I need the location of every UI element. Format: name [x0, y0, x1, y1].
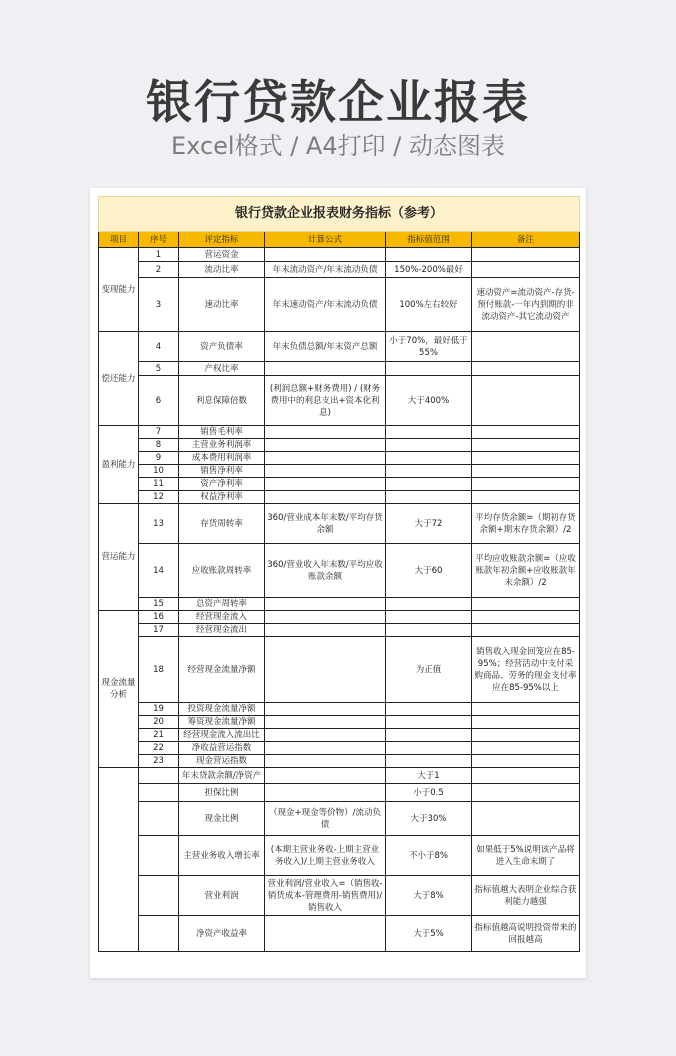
note-cell [472, 362, 580, 376]
range-cell: 小于70%，最好低于55% [386, 332, 472, 362]
table-row [99, 376, 580, 426]
note-cell [472, 729, 580, 742]
formula-cell [265, 716, 386, 729]
note-cell: 如果低于5%说明该产品将进入生命末期了 [472, 836, 580, 876]
indicator-name-cell: 筹资现金流量净额 [179, 716, 265, 729]
indicator-name-cell: 现金比例 [179, 802, 265, 836]
indicator-name-cell: 资产负债率 [179, 332, 265, 362]
formula-cell: 年末负债总额/年末资产总额 [265, 332, 386, 362]
range-cell [386, 716, 472, 729]
row-no-cell: 7 [139, 426, 179, 439]
table-row [99, 637, 580, 703]
col-header-category: 项目 [99, 232, 139, 248]
indicator-name-cell: 经营现金流出 [179, 624, 265, 637]
indicator-name-cell: 经营现金流量净额 [179, 637, 265, 703]
table-row [99, 598, 580, 611]
col-header-no: 序号 [139, 232, 179, 248]
formula-cell: 年末流动资产/年末流动负债 [265, 262, 386, 278]
range-cell [386, 598, 472, 611]
formula-cell [265, 598, 386, 611]
note-cell [472, 332, 580, 362]
range-cell: 大于30% [386, 802, 472, 836]
row-no-cell: 18 [139, 637, 179, 703]
range-cell: 150%-200%最好 [386, 262, 472, 278]
formula-cell: 年末速动资产/年末流动负债 [265, 278, 386, 332]
row-no-cell: 11 [139, 478, 179, 491]
row-no-cell: 14 [139, 544, 179, 598]
table-row [99, 784, 580, 802]
formula-cell [265, 916, 386, 952]
hero-title: 银行贷款企业报表 [146, 75, 530, 129]
category-cell: 偿还能力 [99, 332, 139, 426]
row-no-cell: 21 [139, 729, 179, 742]
table-row [99, 439, 580, 452]
indicator-name-cell: 营业利润 [179, 876, 265, 916]
indicator-name-cell: 应收账款周转率 [179, 544, 265, 598]
indicator-name-cell: 权益净利率 [179, 491, 265, 504]
table-row [99, 876, 580, 916]
formula-cell [265, 491, 386, 504]
row-no-cell: 10 [139, 465, 179, 478]
range-cell [386, 755, 472, 768]
range-cell [386, 478, 472, 491]
table-row [99, 729, 580, 742]
indicator-name-cell: 营运资金 [179, 248, 265, 262]
table-row [99, 426, 580, 439]
table-row [99, 802, 580, 836]
formula-cell [265, 729, 386, 742]
row-no-cell: 9 [139, 452, 179, 465]
formula-cell [265, 768, 386, 784]
indicator-name-cell: 净收益营运指数 [179, 742, 265, 755]
formula-cell: 营业利润/营业收入=（销售收-销货成本-管理费用-销售费用)/销售收入 [265, 876, 386, 916]
formula-cell [265, 248, 386, 262]
range-cell: 大于72 [386, 504, 472, 544]
note-cell: 速动资产=流动资产-存货-预付账款-一年内到期的非流动资产-其它流动资产 [472, 278, 580, 332]
note-cell [472, 452, 580, 465]
table-row [99, 755, 580, 768]
table-row [99, 916, 580, 952]
formula-cell [265, 362, 386, 376]
note-cell [472, 755, 580, 768]
formula-cell [265, 755, 386, 768]
hero-subtitle: Excel格式 / A4打印 / 动态图表 [171, 132, 505, 160]
indicator-name-cell: 担保比例 [179, 784, 265, 802]
note-cell: 销售收入现金回笼应在85-95%；经营活动中支付采购商品、劳务的现金支付率应在85-95%以上 [472, 637, 580, 703]
indicator-name-cell: 资产净利率 [179, 478, 265, 491]
row-no-cell: 13 [139, 504, 179, 544]
row-no-cell: 12 [139, 491, 179, 504]
table-row [99, 544, 580, 598]
row-no-cell: 2 [139, 262, 179, 278]
row-no-cell: 20 [139, 716, 179, 729]
note-cell [472, 742, 580, 755]
indicator-name-cell: 主营业务利润率 [179, 439, 265, 452]
table-title: 银行贷款企业报表财务指标（参考） [99, 197, 580, 232]
formula-cell: 360/营业收入年末数/平均应收账款余额 [265, 544, 386, 598]
range-cell: 大于5% [386, 916, 472, 952]
row-no-cell: 5 [139, 362, 179, 376]
note-cell: 指标值越大表明企业综合获利能力越强 [472, 876, 580, 916]
formula-cell [265, 426, 386, 439]
table-row [99, 491, 580, 504]
formula-cell [265, 784, 386, 802]
formula-cell [265, 703, 386, 716]
indicator-name-cell: 存货周转率 [179, 504, 265, 544]
indicator-name-cell: 净资产收益率 [179, 916, 265, 952]
formula-cell [265, 637, 386, 703]
row-no-cell: 22 [139, 742, 179, 755]
indicator-name-cell: 总资产周转率 [179, 598, 265, 611]
table-row [99, 716, 580, 729]
formula-cell: (本期主营业务收-上期主营业务收入)/上期主营业务收入 [265, 836, 386, 876]
indicator-name-cell: 投资现金流量净额 [179, 703, 265, 716]
range-cell [386, 465, 472, 478]
sheet-paper [90, 188, 586, 978]
table-row [99, 703, 580, 716]
col-header-indicator: 评定指标 [179, 232, 265, 248]
note-cell [472, 478, 580, 491]
note-cell [472, 716, 580, 729]
row-no-cell: 1 [139, 248, 179, 262]
range-cell [386, 362, 472, 376]
range-cell [386, 491, 472, 504]
note-cell [472, 262, 580, 278]
row-no-cell [139, 836, 179, 876]
category-cell: 营运能力 [99, 504, 139, 611]
indicator-name-cell: 成本费用利润率 [179, 452, 265, 465]
table-row [99, 278, 580, 332]
formula-cell [265, 478, 386, 491]
note-cell [472, 376, 580, 426]
indicator-name-cell: 主营业务收入增长率 [179, 836, 265, 876]
row-no-cell: 16 [139, 611, 179, 624]
col-header-range: 指标值范围 [386, 232, 472, 248]
range-cell [386, 248, 472, 262]
indicator-name-cell: 速动比率 [179, 278, 265, 332]
range-cell: 大于60 [386, 544, 472, 598]
table-row [99, 332, 580, 362]
formula-cell: （现金+现金等价物）/流动负债 [265, 802, 386, 836]
note-cell [472, 248, 580, 262]
row-no-cell [139, 802, 179, 836]
indicator-name-cell: 销售净利率 [179, 465, 265, 478]
col-header-formula: 计算公式 [265, 232, 386, 248]
row-no-cell: 19 [139, 703, 179, 716]
note-cell: 指标值越高说明投资带来的回报越高 [472, 916, 580, 952]
range-cell: 大于8% [386, 876, 472, 916]
note-cell [472, 598, 580, 611]
range-cell: 为正值 [386, 637, 472, 703]
note-cell [472, 491, 580, 504]
note-cell [472, 703, 580, 716]
note-cell [472, 611, 580, 624]
formula-cell [265, 611, 386, 624]
indicator-name-cell: 现金营运指数 [179, 755, 265, 768]
formula-cell [265, 742, 386, 755]
indicator-name-cell: 产权比率 [179, 362, 265, 376]
range-cell: 大于1 [386, 768, 472, 784]
range-cell [386, 729, 472, 742]
note-cell [472, 802, 580, 836]
indicator-name-cell: 流动比率 [179, 262, 265, 278]
category-cell: 现金流量分析 [99, 611, 139, 768]
table-row [99, 611, 580, 624]
range-cell [386, 426, 472, 439]
row-no-cell: 17 [139, 624, 179, 637]
indicator-name-cell: 经营现金流入流出比 [179, 729, 265, 742]
range-cell [386, 703, 472, 716]
formula-cell [265, 465, 386, 478]
range-cell [386, 439, 472, 452]
row-no-cell [139, 768, 179, 784]
table-row [99, 768, 580, 784]
table-row [99, 262, 580, 278]
row-no-cell: 8 [139, 439, 179, 452]
formula-cell [265, 624, 386, 637]
range-cell: 小于0.5 [386, 784, 472, 802]
row-no-cell [139, 784, 179, 802]
row-no-cell [139, 876, 179, 916]
formula-cell [265, 439, 386, 452]
table-row [99, 465, 580, 478]
indicator-name-cell: 年末贷款余额/净资产 [179, 768, 265, 784]
range-cell: 100%左右较好 [386, 278, 472, 332]
note-cell [472, 784, 580, 802]
table-row [99, 742, 580, 755]
table-row [99, 478, 580, 491]
indicator-table [98, 196, 580, 952]
note-cell [472, 439, 580, 452]
note-cell [472, 624, 580, 637]
table-row [99, 504, 580, 544]
row-no-cell: 23 [139, 755, 179, 768]
note-cell [472, 465, 580, 478]
formula-cell [265, 452, 386, 465]
indicator-name-cell: 经营现金流入 [179, 611, 265, 624]
range-cell: 大于400% [386, 376, 472, 426]
category-cell: 盈利能力 [99, 426, 139, 504]
note-cell [472, 768, 580, 784]
table-row [99, 248, 580, 262]
note-cell: 平均存货余额=（期初存货余额+期末存货余额）/2 [472, 504, 580, 544]
range-cell [386, 611, 472, 624]
range-cell [386, 452, 472, 465]
table-row [99, 836, 580, 876]
header-row [99, 232, 580, 248]
indicator-name-cell: 利息保障倍数 [179, 376, 265, 426]
note-cell [472, 426, 580, 439]
row-no-cell: 4 [139, 332, 179, 362]
table-row [99, 624, 580, 637]
row-no-cell: 15 [139, 598, 179, 611]
formula-cell: (利润总额+财务费用) / (财务费用中的利息支出+资本化利息) [265, 376, 386, 426]
row-no-cell: 3 [139, 278, 179, 332]
indicator-name-cell: 销售毛利率 [179, 426, 265, 439]
category-cell: 变现能力 [99, 248, 139, 332]
range-cell [386, 624, 472, 637]
col-header-note: 备注 [472, 232, 580, 248]
table-row [99, 452, 580, 465]
note-cell: 平均应收账款余额=（应收账款年初余额+应收账款年末余额）/2 [472, 544, 580, 598]
range-cell [386, 742, 472, 755]
category-cell [99, 768, 139, 952]
formula-cell: 360/营业成本年末数/平均存货余额 [265, 504, 386, 544]
row-no-cell [139, 916, 179, 952]
range-cell: 不小于8% [386, 836, 472, 876]
table-row [99, 362, 580, 376]
row-no-cell: 6 [139, 376, 179, 426]
